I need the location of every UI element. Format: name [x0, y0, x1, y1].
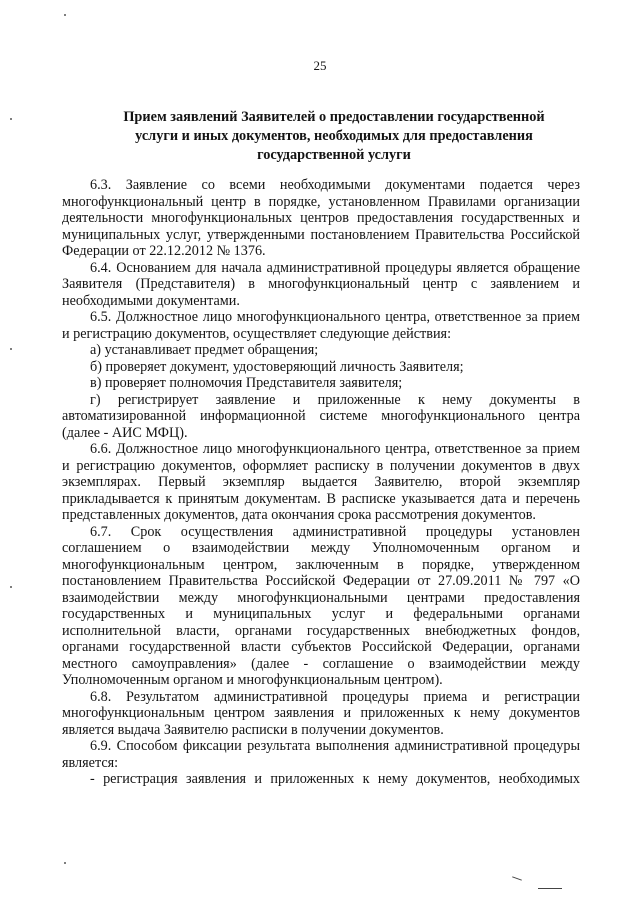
paragraph-6-8: 6.8. Результатом административной процедуры приема и регистрации многофункциональным центром заявления и приложенных к нему документов является выдача Заявителю расписки в получении документов.	[62, 688, 580, 738]
paragraph-6-9: 6.9. Способом фиксации результата выполнения административной процедуры является:	[62, 738, 580, 771]
paragraph-6-6: 6.6. Должностное лицо многофункционального центра, ответственное за прием и регистрацию документов, оформляет расписку в получении документов в двух экземплярах. Первый экземпляр выдается Заявителю, второй экземпляр прикладывается к принятым документам. В расписке указывается дата и перечень представленных документов, дата окончания срока рассмотрения документов.	[62, 441, 580, 523]
scan-speck	[64, 14, 66, 16]
heading-line-1: Прием заявлений Заявителей о предоставлении государственной	[123, 109, 545, 125]
scan-speck	[10, 348, 12, 350]
list-item-g: г) регистрирует заявление и приложенные к нему документы в автоматизированной информационной системе многофункционального центра (далее - АИС МФЦ).	[62, 391, 580, 441]
paragraph-6-7: 6.7. Срок осуществления административной процедуры установлен соглашением о взаимодействии между Уполномоченным органом и многофункциональным центром, заключенным в порядке, утвержденном постановлением Правительства Российской Федерации от 27.09.2011 № 797 «О взаимодействии между многофункциональными центрами предоставления государственных и муниципальных услуг и федеральными органами исполнительной власти, органами государственных внебюджетных фондов, органами государственной власти субъектов Российской Федерации, органами местного самоуправления» (далее - соглашение о взаимодействии между Уполномоченным органом и многофункциональным центром).	[62, 523, 580, 688]
scan-speck	[10, 586, 12, 588]
list-item-a: а) устанавливает предмет обращения;	[90, 342, 319, 358]
paragraph-6-5: 6.5. Должностное лицо многофункционального центра, ответственное за прием и регистрацию документов, осуществляет следующие действия:	[62, 309, 580, 342]
scan-speck	[10, 118, 12, 120]
document-body	[62, 177, 580, 788]
scan-mark	[512, 876, 522, 880]
heading-line-2: услуги и иных документов, необходимых для предоставления	[135, 128, 533, 144]
list-item-b: б) проверяет документ, удостоверяющий личность Заявителя;	[90, 358, 464, 375]
paragraph-continuation: - регистрация заявления и приложенных к нему документов, необходимых	[90, 771, 580, 787]
scan-speck	[64, 862, 66, 864]
heading-line-3: государственной услуги	[257, 147, 411, 163]
paragraph-6-4: 6.4. Основанием для начала административной процедуры является обращение Заявителя (Представителя) в многофункциональный центр с заявлением и необходимыми документами.	[62, 259, 580, 309]
section-heading	[90, 108, 578, 165]
page-number: 25	[313, 58, 327, 73]
list-item-v: в) проверяет полномочия Представителя заявителя;	[90, 375, 403, 391]
paragraph-6-3: 6.3. Заявление со всеми необходимыми документами подается через многофункциональный центр в порядке, установленном Правилами организации деятельности многофункциональных центров предоставления государственных и муниципальных услуг, утвержденными постановлением Правительства Российской Федерации от 22.12.2012 № 1376.	[62, 177, 580, 259]
scan-mark	[538, 888, 562, 889]
